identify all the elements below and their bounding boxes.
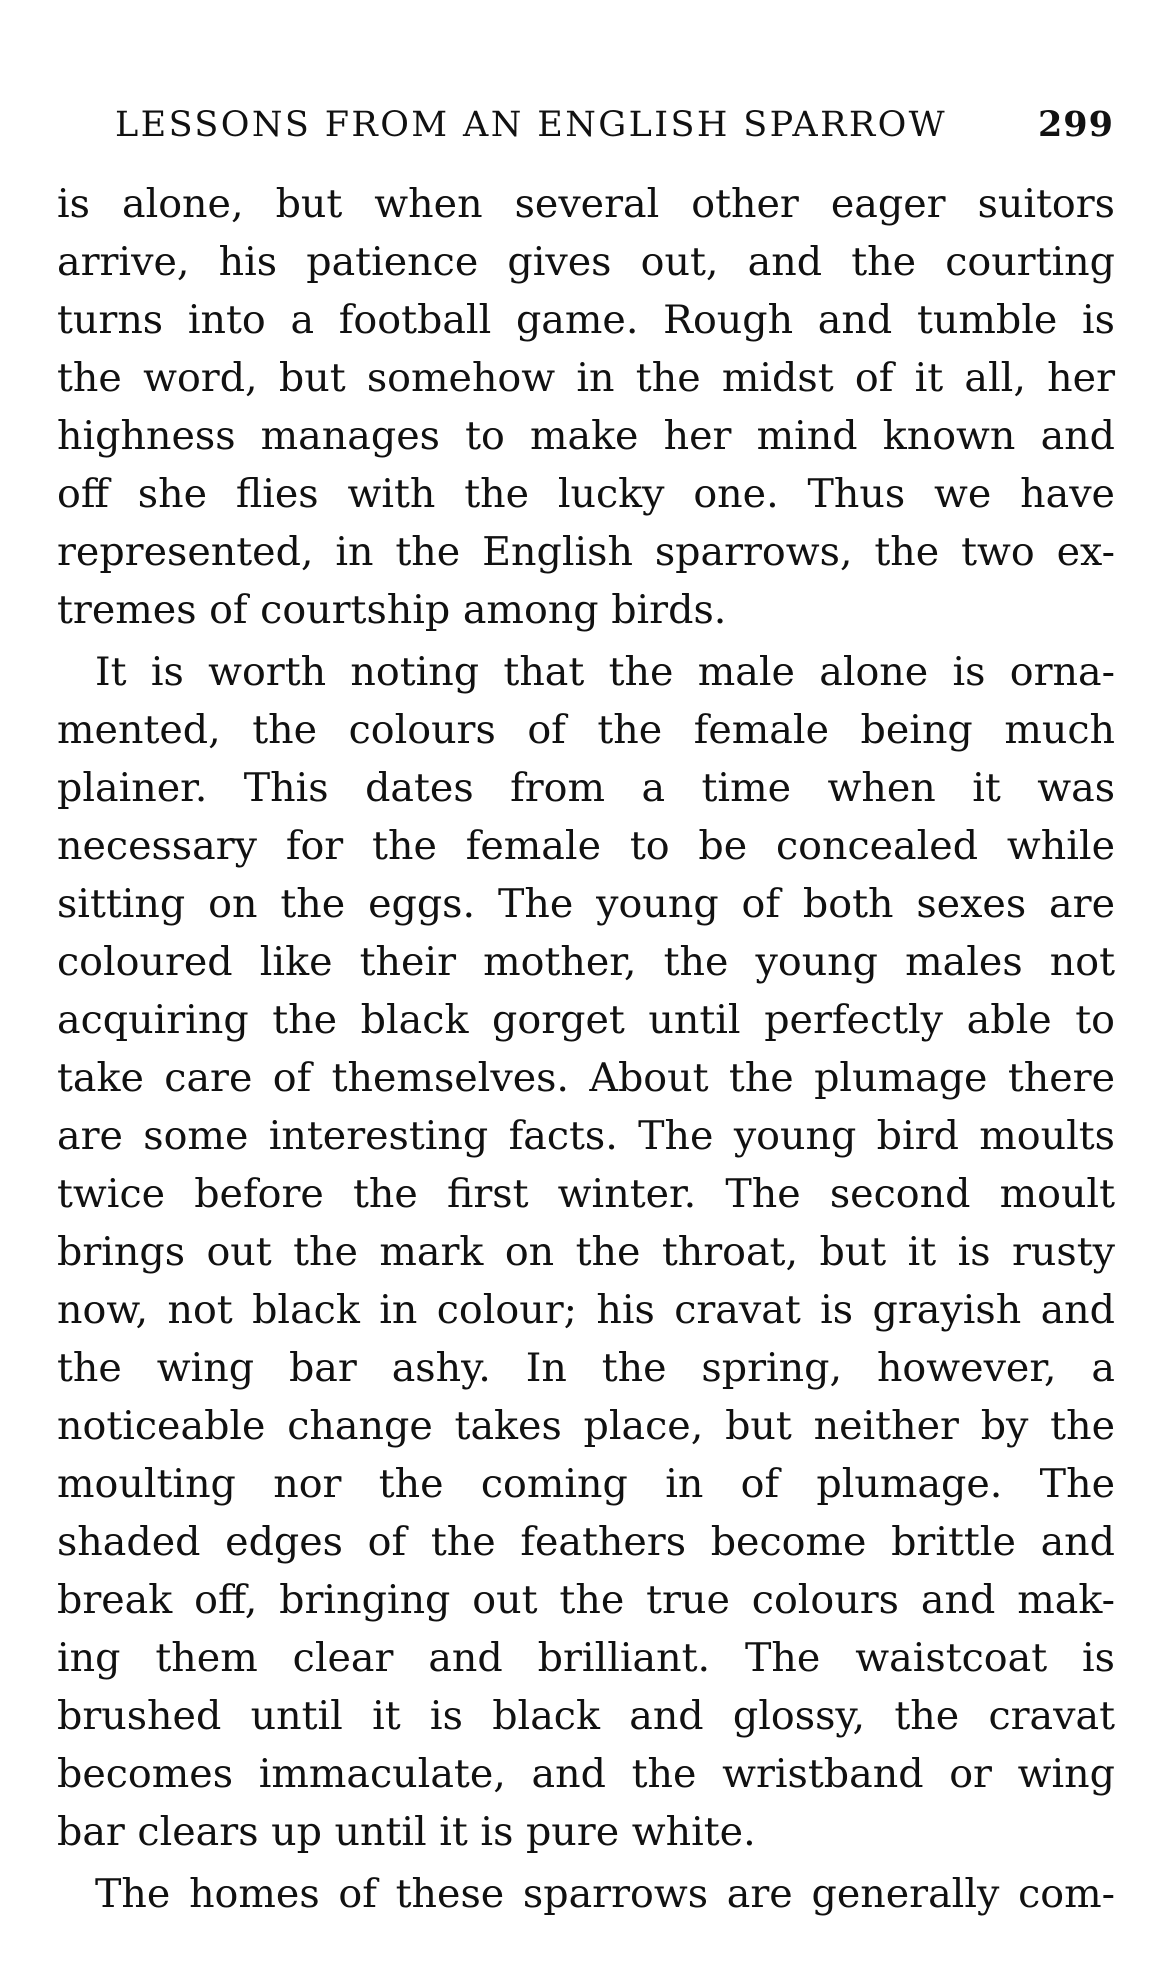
text-line: arrive, his patience gives out, and the courting xyxy=(57,239,1115,285)
text-line: necessary for the female to be concealed while xyxy=(57,823,1115,869)
text-line: mented, the colours of the female being much xyxy=(57,707,1115,753)
text-line: The homes of these sparrows are generally com- xyxy=(95,1871,1115,1917)
text-line: acquiring the black gorget until perfectly able to xyxy=(57,997,1115,1043)
text-line: take care of themselves. About the plumage there xyxy=(57,1055,1115,1101)
book-page xyxy=(57,0,1115,1968)
text-line: brings out the mark on the throat, but it is rusty xyxy=(57,1229,1115,1275)
text-line: coloured like their mother, the young males not xyxy=(57,939,1115,985)
text-line: sitting on the eggs. The young of both sexes are xyxy=(57,881,1115,927)
text-line: off she flies with the lucky one. Thus we have xyxy=(57,471,1115,517)
text-line: shaded edges of the feathers become brittle and xyxy=(57,1519,1115,1565)
paragraph xyxy=(57,1865,1115,1923)
text-line: noticeable change takes place, but neither by the xyxy=(57,1403,1115,1449)
text-line: the word, but somehow in the midst of it all, her xyxy=(57,355,1115,401)
text-line: turns into a football game. Rough and tumble is xyxy=(57,297,1115,343)
text-line: tremes of courtship among birds. xyxy=(57,587,727,633)
paragraph xyxy=(57,175,1115,639)
text-line: plainer. This dates from a time when it was xyxy=(57,765,1115,811)
text-line: It is worth noting that the male alone is orna- xyxy=(95,649,1115,695)
running-head xyxy=(115,100,1115,150)
text-line: becomes immaculate, and the wristband or wing xyxy=(57,1751,1115,1797)
text-line: is alone, but when several other eager suitors xyxy=(57,181,1115,227)
text-line: are some interesting facts. The young bird moults xyxy=(57,1113,1115,1159)
text-line: brushed until it is black and glossy, the cravat xyxy=(57,1693,1115,1739)
text-line: highness manages to make her mind known and xyxy=(57,413,1115,459)
text-line: moulting nor the coming in of plumage. The xyxy=(57,1461,1115,1507)
text-line: the wing bar ashy. In the spring, however, a xyxy=(57,1345,1115,1391)
page-number: 299 xyxy=(1037,104,1114,145)
body-text xyxy=(57,175,1115,1923)
text-line: represented, in the English sparrows, the two ex- xyxy=(57,529,1115,575)
running-title: LESSONS FROM AN ENGLISH SPARROW xyxy=(115,105,948,145)
text-line: now, not black in colour; his cravat is grayish and xyxy=(57,1287,1115,1333)
text-line: break off, bringing out the true colours and mak- xyxy=(57,1577,1115,1623)
paragraph xyxy=(57,643,1115,1861)
text-line: ing them clear and brilliant. The waistcoat is xyxy=(57,1635,1115,1681)
text-line: bar clears up until it is pure white. xyxy=(57,1809,756,1855)
text-line: twice before the first winter. The second moult xyxy=(57,1171,1115,1217)
